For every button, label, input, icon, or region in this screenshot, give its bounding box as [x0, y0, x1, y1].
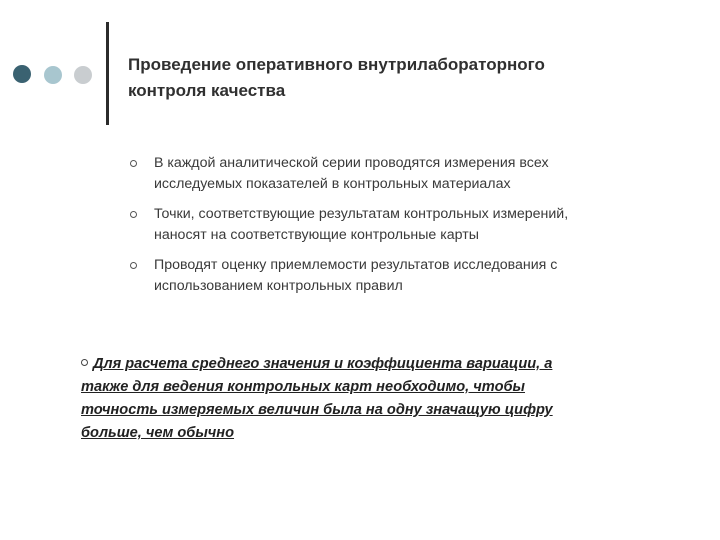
note-line	[81, 353, 681, 376]
bullet-circle-icon	[130, 262, 137, 269]
decor-dot-light	[74, 66, 92, 84]
note-line: также для ведения контрольных карт необходимо, чтобы	[81, 379, 525, 395]
decor-dot-mid	[44, 66, 62, 84]
bullet-item	[128, 204, 688, 246]
bullet-text-line: В каждой аналитической серии проводятся измерения всех	[154, 155, 549, 171]
bullet-text-line: наносят на соответствующие контрольные карты	[154, 227, 479, 243]
slide-title	[128, 52, 688, 104]
slide-title-line-2: контроля качества	[128, 81, 286, 100]
bullet-list	[128, 153, 688, 306]
emphasis-note	[81, 353, 681, 445]
bullet-item	[128, 153, 688, 195]
bullet-circle-icon	[130, 211, 137, 218]
note-line: больше, чем обычно	[81, 425, 235, 441]
bullet-text-line: Точки, соответствующие результатам контрольных измерений,	[154, 206, 569, 222]
bullet-circle-icon	[130, 160, 137, 167]
note-circle-icon	[81, 359, 88, 366]
title-divider-line	[106, 22, 109, 125]
bullet-text-line: исследуемых показателей в контрольных материалах	[154, 176, 511, 192]
bullet-text-line: Проводят оценку приемлемости результатов исследования с	[154, 257, 558, 273]
decor-dot-dark	[13, 65, 31, 83]
bullet-item	[128, 255, 688, 297]
slide-title-line-1: Проведение оперативного внутрилабораторного	[128, 55, 545, 74]
note-text: Для расчета среднего значения и коэффициента вариации, а	[93, 356, 553, 372]
bullet-text-line: использованием контрольных правил	[154, 278, 403, 294]
note-line: точность измеряемых величин была на одну значащую цифру	[81, 402, 553, 418]
